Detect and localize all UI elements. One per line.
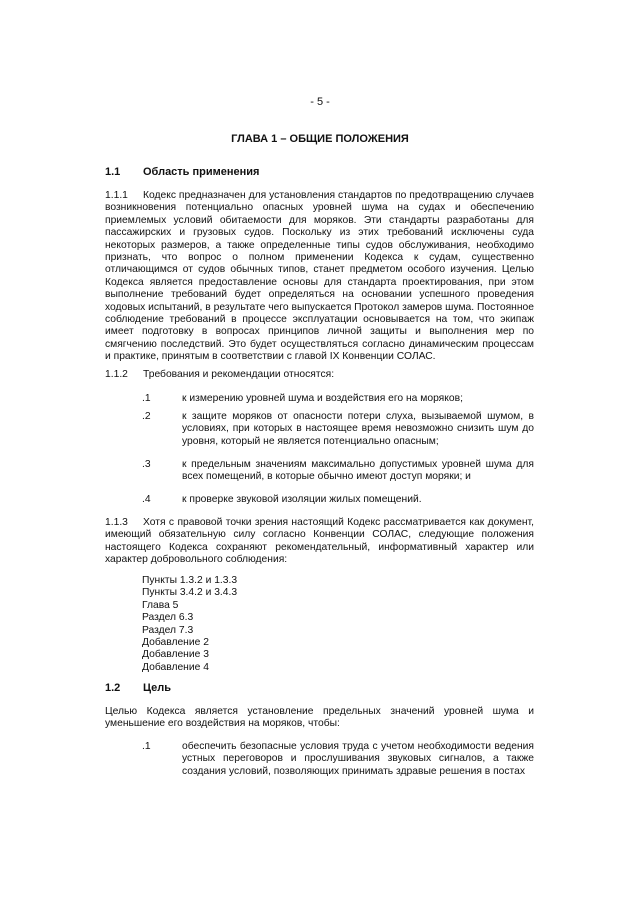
list-item: к измерению уровней шума и воздействия его на моряков; <box>182 393 463 404</box>
paragraph-1-1-3: Хотя с правовой точки зрения настоящий Кодекс рассматривается как документ, имеющий обязательную силу согласно Конвенции СОЛАС, следующие положения настоящего Кодекса сохраняют рекомендательный, информативный характер или характер добровольного соблюдения: <box>105 517 534 566</box>
list-item: Раздел 6.3 <box>142 612 194 624</box>
section-title: Область применения <box>143 166 260 178</box>
list-item-number: .4 <box>142 494 151 505</box>
provisions-list <box>142 575 237 674</box>
list-item: Пункты 1.3.2 и 1.3.3 <box>142 575 238 586</box>
chapter-title: ГЛАВА 1 – ОБЩИЕ ПОЛОЖЕНИЯ <box>231 133 409 145</box>
list-item: Раздел 7.3 <box>142 624 194 636</box>
section-number: 1.2 <box>105 682 121 694</box>
paragraph-1-1-1: Кодекс предназначен для установления стандартов по предотвращению случаев возникновения потенциально опасных уровней шума на судах и обеспечению приемлемых условий обитаемости для моряков. Эти стандарты разработаны для пассажирских и грузовых судов. Поскольку из этих требований исключены суда некоторых размеров, а также определенные типы судов обслуживания, необходимо признать, что вопрос о полном применении Кодекса к судам, существенно отличающимся от судов обычных типов, станет предметом особого изучения. Целью Кодекса является предоставление основы для стандарта проектирования, при этом выполнение требований будет определяться на основании успешного проведения ходовых испытаний, в результате чего выпускается Протокол замеров шума. Постоянное соблюдение требований в процессе эксплуатации основывается на том, что экипаж имеет подготовку в вопросах принципов личной защиты и выполнения мер по смягчению последствий. Это будет осуществляться согласно динамическим процессам и практике, принятым в соответствии с главой IX Конвенции СОЛАС. <box>105 190 534 363</box>
list-item: Пункты 3.4.2 и 3.4.3 <box>142 587 238 599</box>
paragraph-1-1-2: Требования и рекомендации относятся: <box>143 369 335 380</box>
paragraph-number: 1.1.3 <box>105 517 128 528</box>
list-item: к проверке звуковой изоляции жилых помещений. <box>182 494 422 505</box>
section-number: 1.1 <box>105 166 121 178</box>
paragraph-1-2: Целью Кодекса является установление предельных значений уровней шума и уменьшение его воздействия на моряков, чтобы: <box>105 706 534 730</box>
list-item: к предельным значениям максимально допустимых уровней шума для всех помещений, в которые обычно имеют доступ моряки; и <box>182 459 534 483</box>
paragraph-number: 1.1.2 <box>105 369 128 380</box>
list-item: Добавление 2 <box>142 637 209 649</box>
list-item: Глава 5 <box>142 599 179 611</box>
section-title: Цель <box>143 682 172 694</box>
list-item: Добавление 3 <box>142 649 209 661</box>
list-item: к защите моряков от опасности потери слуха, вызываемой шумом, в условиях, при которых в настоящее время невозможно снизить шум до уровня, который не является потенциально опасным; <box>182 411 534 447</box>
list-item: Добавление 4 <box>142 661 209 673</box>
list-item-number: .3 <box>142 459 151 470</box>
page-number: - 5 - <box>310 96 330 108</box>
list-item: обеспечить безопасные условия труда с учетом необходимости ведения устных переговоров и прослушивания звуковых сигналов, а также создания условий, позволяющих принимать здравые решения в постах <box>182 741 534 777</box>
paragraph-number: 1.1.1 <box>105 190 128 201</box>
list-item-number: .1 <box>142 393 151 404</box>
list-item-number: .1 <box>142 741 151 752</box>
list-item-number: .2 <box>142 411 151 422</box>
